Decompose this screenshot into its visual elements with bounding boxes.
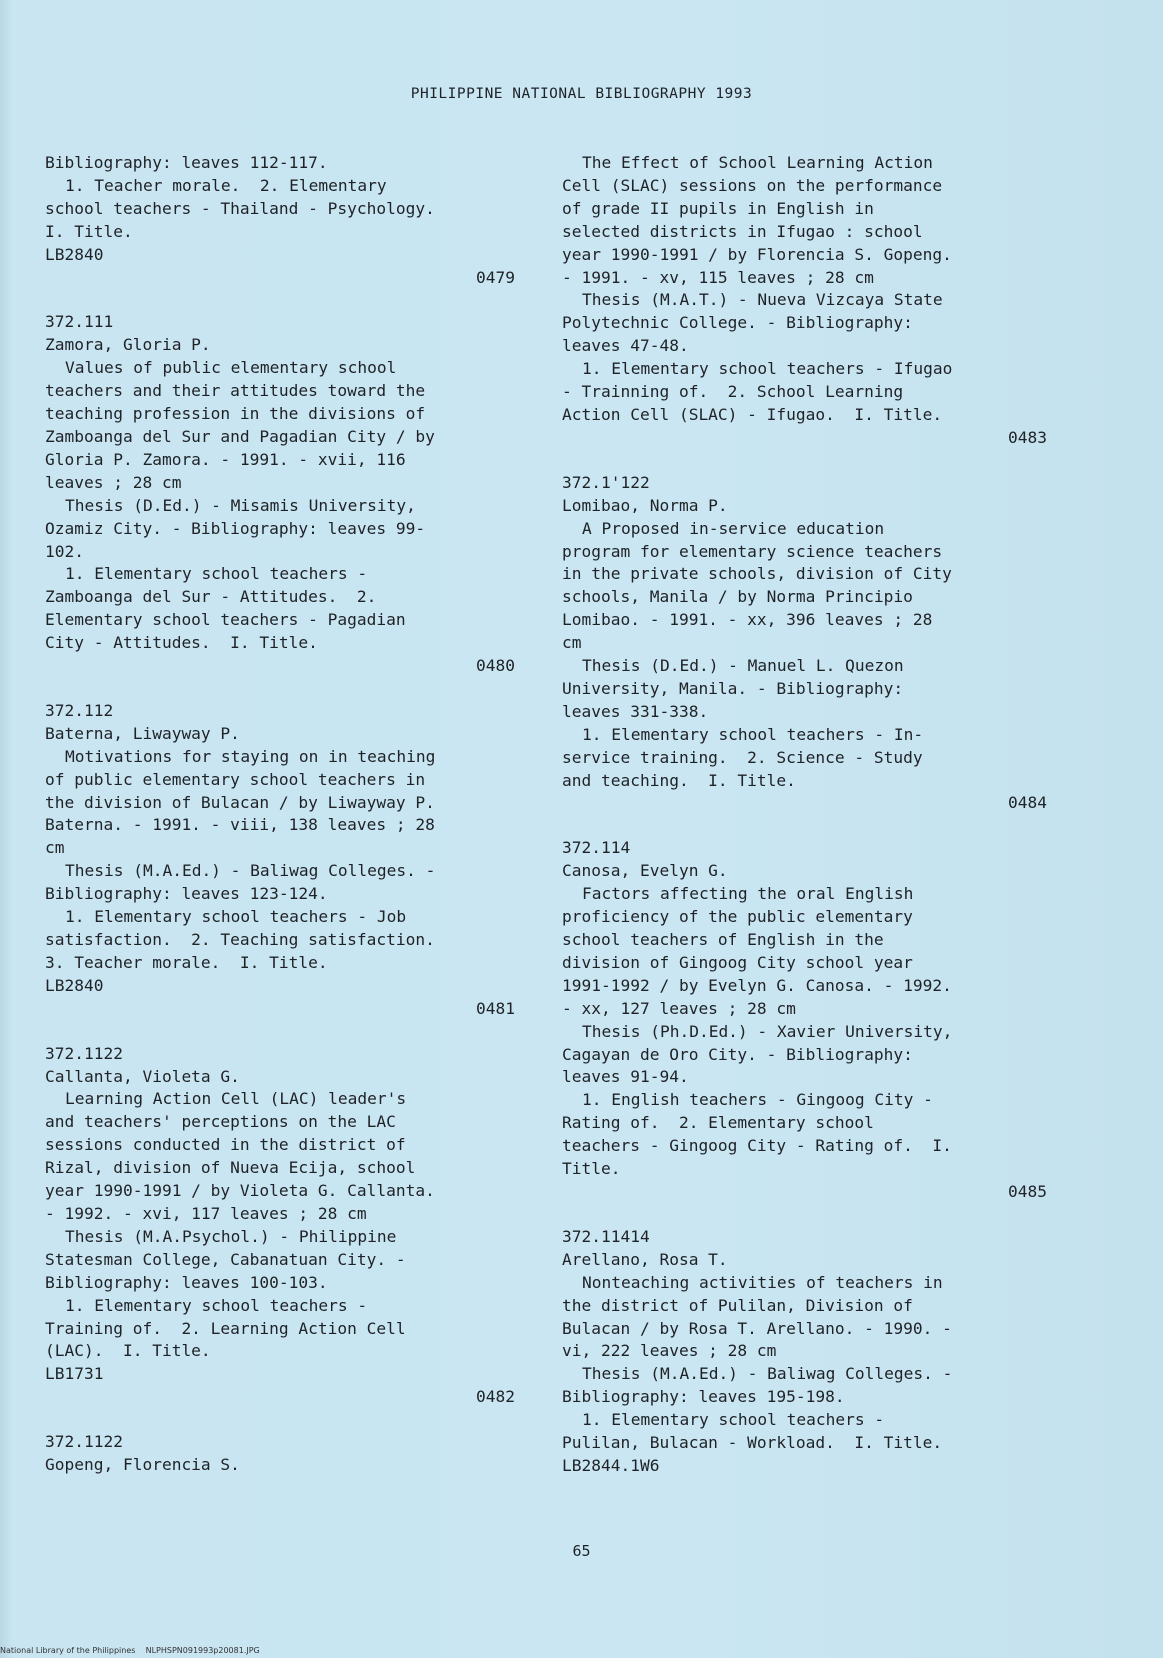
title-line: - 1992. - xvi, 117 leaves ; 28 cm xyxy=(45,1203,367,1223)
author: Gopeng, Florencia S. xyxy=(45,1455,240,1475)
title-line: of grade II pupils in English in xyxy=(562,198,874,218)
entry-0485 xyxy=(562,837,1047,1204)
title-line: Gloria P. Zamora. - 1991. - xvii, 116 xyxy=(45,449,406,469)
entry-number: 0479 xyxy=(476,267,515,287)
bibliography-note: Bibliography: leaves 112-117. xyxy=(45,153,328,172)
title-line: - xx, 127 leaves ; 28 cm xyxy=(562,998,796,1018)
subject-line: 1. Elementary school teachers - xyxy=(65,564,368,584)
entry-0482 xyxy=(45,1043,515,1410)
call-number: LB1731 xyxy=(45,1364,104,1384)
subject-line: Title. xyxy=(562,1159,621,1179)
thesis-note: Thesis (M.A.Ed.) - Baliwag Colleges. - xyxy=(582,1364,953,1384)
call-number: LB2844.1W6 xyxy=(562,1455,660,1475)
title-line: of public elementary school teachers in xyxy=(45,769,426,789)
call-number: LB2840 xyxy=(45,244,104,264)
title-line: and teachers' perceptions on the LAC xyxy=(45,1112,396,1132)
title-line: Bulacan / by Rosa T. Arellano. - 1990. - xyxy=(562,1318,952,1338)
author: Lomibao, Norma P. xyxy=(562,495,728,515)
thesis-note: leaves 47-48. xyxy=(562,336,689,356)
thesis-note: Thesis (M.A.Psychol.) - Philippine xyxy=(65,1226,397,1246)
title-line: Learning Action Cell (LAC) leader's xyxy=(65,1089,407,1109)
entry-0481 xyxy=(45,700,515,1021)
title-line: Rizal, division of Nueva Ecija, school xyxy=(45,1158,416,1178)
thesis-note: Thesis (D.Ed.) - Manuel L. Quezon xyxy=(582,656,904,676)
thesis-note: Thesis (Ph.D.Ed.) - Xavier University, xyxy=(582,1021,953,1041)
title-line: Motivations for staying on in teaching xyxy=(65,746,436,766)
entry-0483-start xyxy=(45,1431,515,1477)
title-line: cm xyxy=(562,633,582,653)
thesis-note: Polytechnic College. - Bibliography: xyxy=(562,313,913,333)
call-number: LB2840 xyxy=(45,975,104,995)
subject-line: Action Cell (SLAC) - Ifugao. I. Title. xyxy=(562,404,943,424)
author: Baterna, Liwayway P. xyxy=(45,723,240,743)
author: Callanta, Violeta G. xyxy=(45,1066,240,1086)
thesis-note: Bibliography: leaves 123-124. xyxy=(45,884,328,904)
title-line: - 1991. - xv, 115 leaves ; 28 cm xyxy=(562,267,874,287)
entry-number: 0480 xyxy=(476,656,515,676)
title-line: leaves ; 28 cm xyxy=(45,472,182,492)
subject-line: Elementary school teachers - Pagadian xyxy=(45,610,406,630)
thesis-note: Cagayan de Oro City. - Bibliography: xyxy=(562,1044,913,1064)
title-line: Values of public elementary school xyxy=(65,358,397,378)
title-line: 1991-1992 / by Evelyn G. Canosa. - 1992. xyxy=(562,975,952,995)
title-line: Factors affecting the oral English xyxy=(582,884,914,904)
scan-footer: National Library of the Philippines NLPHSPN091993p20081.JPG xyxy=(0,1646,260,1655)
thesis-note: 102. xyxy=(45,541,84,561)
subject-line: 1. Elementary school teachers - Ifugao xyxy=(582,359,953,379)
classification-number: 372.112 xyxy=(45,700,114,720)
thesis-note: Thesis (M.A.Ed.) - Baliwag Colleges. - xyxy=(65,861,436,881)
classification-number: 372.1122 xyxy=(45,1432,123,1452)
subject-line: teachers - Gingoog City - Rating of. I. xyxy=(562,1136,952,1156)
subject-line: service training. 2. Science - Study xyxy=(562,747,923,767)
subject-line: 3. Teacher morale. I. Title. xyxy=(45,952,328,972)
title-line: A Proposed in-service education xyxy=(582,518,885,538)
subject-line: and teaching. I. Title. xyxy=(562,770,796,790)
subject-line: Rating of. 2. Elementary school xyxy=(562,1113,874,1133)
title-line: Baterna. - 1991. - viii, 138 leaves ; 28 xyxy=(45,815,435,835)
title-line: schools, Manila / by Norma Principio xyxy=(562,587,913,607)
title-line: Lomibao. - 1991. - xx, 396 leaves ; 28 xyxy=(562,610,933,630)
title-line: selected districts in Ifugao : school xyxy=(562,221,923,241)
thesis-note: leaves 91-94. xyxy=(562,1067,689,1087)
title-line: Cell (SLAC) sessions on the performance xyxy=(562,175,943,195)
subject-line: Pulilan, Bulacan - Workload. I. Title. xyxy=(562,1433,943,1453)
page-number: 65 xyxy=(572,1542,591,1560)
right-column xyxy=(562,152,1047,1478)
subject-line: satisfaction. 2. Teaching satisfaction. xyxy=(45,930,435,949)
classification-number: 372.1'122 xyxy=(562,472,650,492)
author: Canosa, Evelyn G. xyxy=(562,861,728,881)
title-line: year 1990-1991 / by Violeta G. Callanta. xyxy=(45,1181,435,1201)
subject-line: 1. Elementary school teachers - Job xyxy=(65,907,407,927)
subject-line: City - Attitudes. I. Title. xyxy=(45,633,318,653)
classification-number: 372.111 xyxy=(45,312,114,332)
classification-number: 372.114 xyxy=(562,838,631,858)
subject-line: 1. Elementary school teachers - xyxy=(582,1410,885,1430)
author: Zamora, Gloria P. xyxy=(45,335,211,355)
subject-line: 1. Elementary school teachers - xyxy=(65,1295,368,1315)
author: Arellano, Rosa T. xyxy=(562,1249,728,1269)
title-line: vi, 222 leaves ; 28 cm xyxy=(562,1341,777,1361)
thesis-note: Bibliography: leaves 195-198. xyxy=(562,1387,845,1407)
entry-number: 0484 xyxy=(1008,793,1047,813)
entry-0480 xyxy=(45,311,515,678)
thesis-note: Thesis (M.A.T.) - Nueva Vizcaya State xyxy=(582,290,943,310)
thesis-note: Bibliography: leaves 100-103. xyxy=(45,1272,328,1292)
entry-0483 xyxy=(562,152,1047,450)
subject-line: Zamboanga del Sur - Attitudes. 2. xyxy=(45,587,377,607)
subject-line: I. Title. xyxy=(45,221,133,241)
thesis-note: leaves 331-338. xyxy=(562,701,709,721)
title-line: Zamboanga del Sur and Pagadian City / by xyxy=(45,426,435,446)
title-line: in the private schools, division of City xyxy=(562,564,952,584)
subject-line: school teachers - Thailand - Psychology. xyxy=(45,198,435,218)
classification-number: 372.1122 xyxy=(45,1043,123,1063)
thesis-note: University, Manila. - Bibliography: xyxy=(562,678,904,698)
subject-line: 1. English teachers - Gingoog City - xyxy=(582,1090,933,1110)
thesis-note: Thesis (D.Ed.) - Misamis University, xyxy=(65,495,416,515)
entry-number: 0481 xyxy=(476,998,515,1018)
entry-number: 0482 xyxy=(476,1387,515,1407)
title-line: proficiency of the public elementary xyxy=(562,907,913,927)
title-line: the district of Pulilan, Division of xyxy=(562,1295,913,1315)
entry-0486 xyxy=(562,1226,1047,1478)
page-header: PHILIPPINE NATIONAL BIBLIOGRAPHY 1993 xyxy=(410,86,753,102)
title-line: teachers and their attitudes toward the xyxy=(45,381,426,401)
title-line: teaching profession in the divisions of xyxy=(45,404,426,424)
classification-number: 372.11414 xyxy=(562,1226,650,1246)
thesis-note: Statesman College, Cabanatuan City. - xyxy=(45,1249,406,1269)
subject-line: (LAC). I. Title. xyxy=(45,1341,211,1361)
subject-line: Training of. 2. Learning Action Cell xyxy=(45,1318,406,1338)
title-line: the division of Bulacan / by Liwayway P. xyxy=(45,792,435,812)
title-line: cm xyxy=(45,838,65,858)
entry-number: 0485 xyxy=(1008,1181,1047,1201)
entry-0484 xyxy=(562,472,1047,816)
subject-line: - Trainning of. 2. School Learning xyxy=(562,382,904,402)
title-line: Nonteaching activities of teachers in xyxy=(582,1272,943,1292)
subject-line: 1. Elementary school teachers - In- xyxy=(582,724,924,744)
title-line: division of Gingoog City school year xyxy=(562,952,913,972)
left-column xyxy=(45,152,515,1477)
entry-number: 0483 xyxy=(1008,427,1047,447)
entry-0479-continuation xyxy=(45,152,515,289)
title-line: program for elementary science teachers xyxy=(562,541,943,561)
thesis-note: Ozamiz City. - Bibliography: leaves 99- xyxy=(45,518,426,538)
title-line: The Effect of School Learning Action xyxy=(582,153,933,172)
title-line: sessions conducted in the district of xyxy=(45,1135,406,1155)
title-line: school teachers of English in the xyxy=(562,930,884,949)
subject-line: 1. Teacher morale. 2. Elementary xyxy=(65,175,387,195)
title-line: year 1990-1991 / by Florencia S. Gopeng. xyxy=(562,244,952,264)
